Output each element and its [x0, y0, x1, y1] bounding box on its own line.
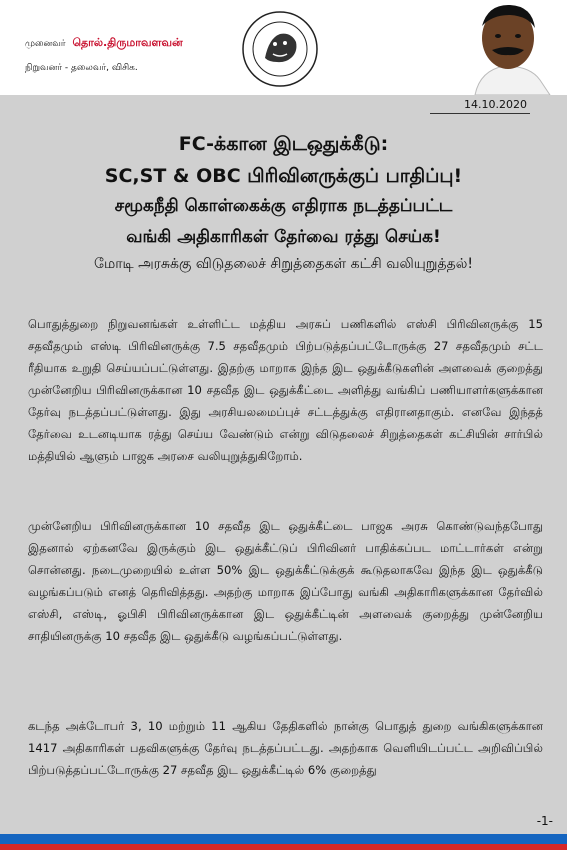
date-underline [430, 113, 530, 114]
paragraph-2: முன்னேறிய பிரிவினருக்கான 10 சதவீத இட ஒதுக்கீட்டை பாஜக அரசு கொண்டுவந்தபோது இதனால் ஏற்கனவே இருக்கும் இட ஒதுக்கீட்டுப் பிரிவினர் பாதிக்கப்பட மாட்டார்கள் என்று சொன்னது. நடைமுறையில் உள்ள 50% இட ஒதுக்கீட்டுக்குக் கூடுதலாகவே இந்த இட ஒதுக்கீடு வழங்கப்படும் எனத் தெரிவித்தது. அதற்கு மாறாக இப்போது வங்கி அதிகாரிகளுக்கான தேர்வில் எஸ்சி, எஸ்டி, ஓபிசி பிரிவினருக்கான இட ஒதுக்கீட்டின் அளவைக் குறைத்து முன்னேறிய சாதியினருக்கு 10 சதவீத இட ஒதுக்கீடு வழங்கப்பட்டுள்ளது. [28, 519, 543, 643]
footer-stripe-red [0, 844, 567, 850]
leader-portrait [440, 0, 567, 95]
founder-line [25, 36, 183, 51]
footer-stripe-blue [0, 834, 567, 844]
subheadline: மோடி அரசுக்கு விடுதலைச் சிறுத்தைகள் கட்சி வலியுறுத்தல்! [94, 256, 473, 272]
paragraph-1: பொதுத்துறை நிறுவனங்கள் உள்ளிட்ட மத்திய அரசுப் பணிகளில் எஸ்சி பிரிவினருக்கு 15 சதவீதமும் எஸ்டி பிரிவினருக்கு 7.5 சதவீதமும் பிற்படுத்தப்பட்டோருக்கு 27 சதவீதமும் சட்ட ரீதியாக உறுதி செய்யப்பட்டுள்ளது. இதற்கு மாறாக இந்த இட ஒதுக்கீடுகளின் அளவைக் குறைத்து முன்னேறிய பிரிவினருக்கான 10 சதவீத இட ஒதுக்கீட்டை அளித்து வங்கிப் பணியாளர்களுக்கான தேர்வு நடத்தப்பட்டுள்ளது. இது அரசியலமைப்புச் சட்டத்துக்கு எதிரானதாகும். எனவே இந்தத் தேர்வை உடனடியாக ரத்து செய்ய வேண்டும் என்று விடுதலைச் சிறுத்தைகள் கட்சியின் சார்பில் மத்தியில் ஆளும் பாஜக அரசை வலியுறுத்துகிறோம். [28, 317, 543, 463]
document-date: 14.10.2020 [464, 98, 527, 111]
headline-line-1: FC-க்கான இடஒதுக்கீடு: [178, 133, 389, 155]
headline-line-2: SC,ST & OBC பிரிவினருக்குப் பாதிப்பு! [104, 165, 463, 187]
headline-line-4: வங்கி அதிகாரிகள் தேர்வை ரத்து செய்க! [126, 227, 441, 247]
party-emblem-icon [241, 10, 319, 88]
founder-name: தொல்.திருமாவளவன் [72, 36, 183, 49]
page-number: -1- [536, 814, 553, 828]
founder-label: முனைவர் [25, 39, 66, 49]
document-body [0, 95, 567, 835]
founder-role: நிறுவனர் - தலைவர், விசிக. [25, 63, 138, 73]
paragraph-3: கடந்த அக்டோபர் 3, 10 மற்றும் 11 ஆகிய தேதிகளில் நான்கு பொதுத் துறை வங்கிகளுக்கான 1417 அதிகாரிகள் பதவிகளுக்கு தேர்வு நடத்தப்பட்டது. அதற்காக வெளியிடப்பட்ட அறிவிப்பில் பிற்படுத்தப்பட்டோருக்கு 27 சதவீத இட ஒதுக்கீட்டில் 6% குறைத்து [28, 719, 543, 777]
headline-line-3: சமூகநீதி கொள்கைக்கு எதிராக நடத்தப்பட்ட [114, 196, 453, 216]
letterhead [0, 0, 567, 95]
